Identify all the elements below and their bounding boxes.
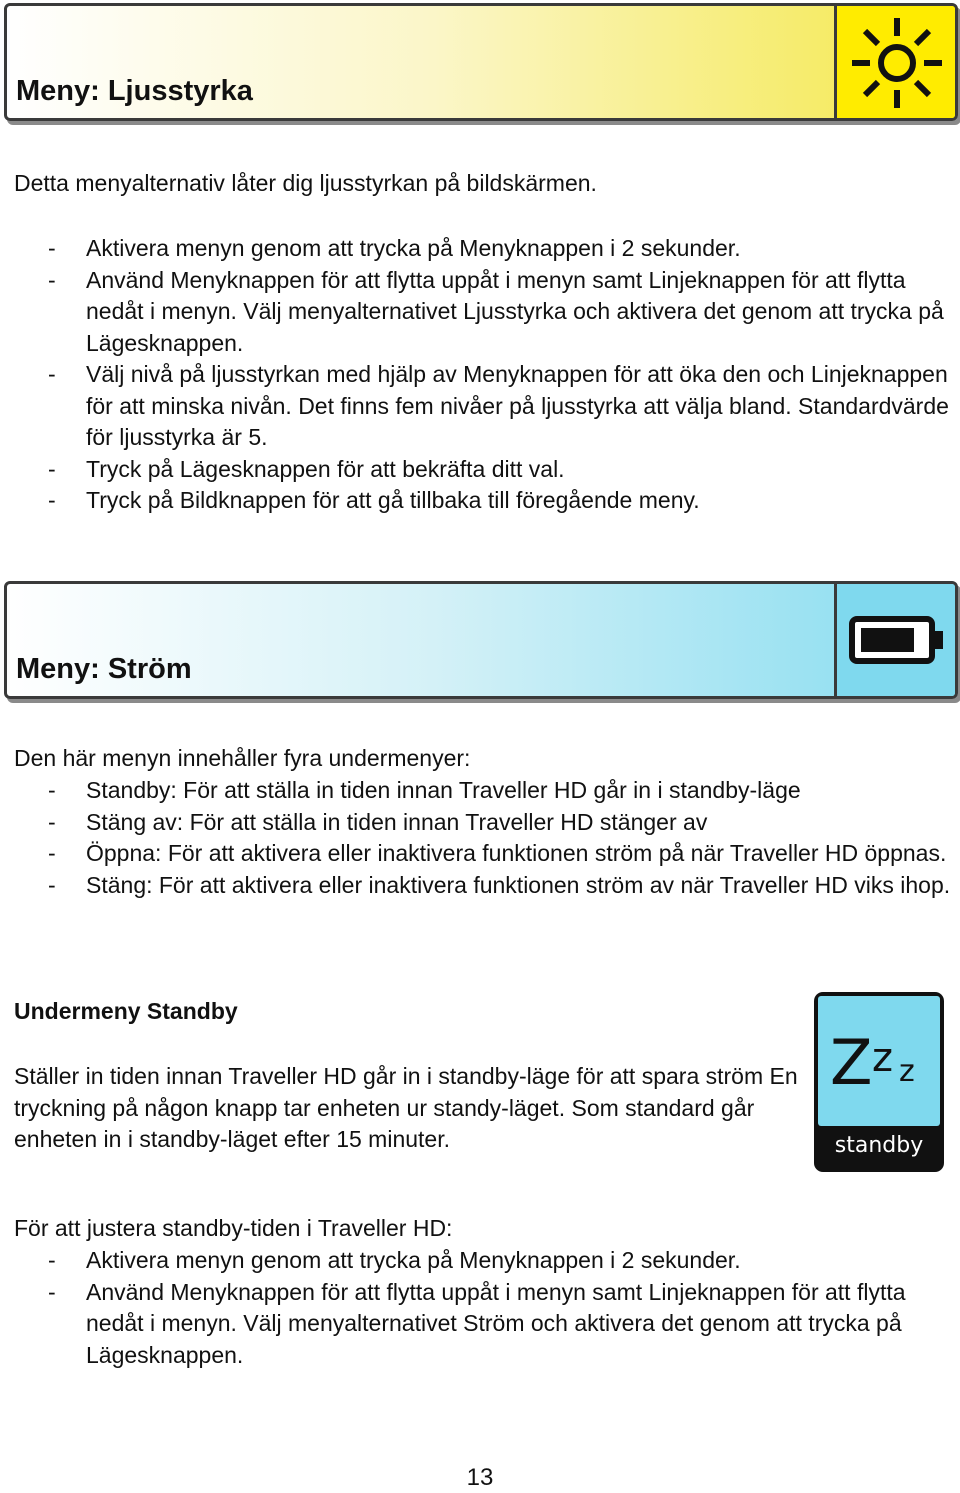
power-title: Meny: Ström xyxy=(16,653,192,685)
list-item: - Använd Menyknappen för att flytta uppåt i menyn samt Linjeknappen för att flytta nedåt i menyn. Välj menyalternativet Ljusstyrka och aktivera det genom att trycka på Lägesknappen. xyxy=(48,265,960,360)
standby-icon-label: standby xyxy=(834,1133,924,1158)
list-item: - Standby: För att ställa in tiden innan Traveller HD går in i standby-läge xyxy=(48,775,960,807)
list-item: - Stäng: För att aktivera eller inaktivera funktionen ström av när Traveller HD viks ihop. xyxy=(48,870,960,902)
standby-description: Ställer in tiden innan Traveller HD går in i standby-läge för att spara ström En tryckning på någon knapp tar enheten ur standy-läget. Som standard går enheten in i standby-läget efter 15 minuter. xyxy=(14,1063,798,1152)
list-item: - Öppna: För att aktivera eller inaktivera funktionen ström på när Traveller HD öppnas. xyxy=(48,838,960,870)
page-number: 13 xyxy=(466,1464,494,1491)
svg-text:z: z xyxy=(899,1054,915,1089)
list-item: - Välj nivå på ljusstyrkan med hjälp av Menyknappen för att öka den och Linjeknappen för att minska nivån. Det finns fem nivåer på ljusstyrka att välja bland. Standardvärde för ljusstyrka är 5. xyxy=(48,359,960,454)
brightness-intro: Detta menyalternativ låter dig ljusstyrkan på bildskärmen. xyxy=(14,170,597,196)
standby-icon xyxy=(814,992,944,1172)
brightness-header-banner xyxy=(4,3,958,121)
power-icon-panel xyxy=(834,584,955,696)
standby-heading: Undermeny Standby xyxy=(14,998,238,1024)
power-submenu-list xyxy=(48,775,960,901)
list-item: - Stäng av: För att ställa in tiden innan Traveller HD stänger av xyxy=(48,807,960,839)
battery-icon xyxy=(837,584,955,696)
svg-text:z: z xyxy=(872,1035,893,1081)
brightness-title: Meny: Ljusstyrka xyxy=(16,75,253,107)
list-item: - Tryck på Lägesknappen för att bekräfta ditt val. xyxy=(48,454,960,486)
brightness-icon-panel xyxy=(834,6,955,118)
zzz-icon: Z xyxy=(830,1026,873,1099)
brightness-steps-list xyxy=(48,233,960,517)
list-item: - Använd Menyknappen för att flytta uppåt i menyn samt Linjeknappen för att flytta nedåt i menyn. Välj menyalternativet Ström och aktivera det genom att trycka på Lägesknappen. xyxy=(48,1277,960,1372)
power-header-banner xyxy=(4,581,958,699)
standby-adjust-steps-list xyxy=(48,1245,960,1371)
power-intro: Den här menyn innehåller fyra undermenyer: xyxy=(14,745,471,771)
standby-adjust-intro: För att justera standby-tiden i Traveller HD: xyxy=(14,1215,453,1241)
list-item: - Tryck på Bildknappen för att gå tillbaka till föregående meny. xyxy=(48,485,960,517)
list-item: - Aktivera menyn genom att trycka på Menyknappen i 2 sekunder. xyxy=(48,1245,960,1277)
list-item: - Aktivera menyn genom att trycka på Menyknappen i 2 sekunder. xyxy=(48,233,960,265)
sun-icon xyxy=(837,6,955,118)
